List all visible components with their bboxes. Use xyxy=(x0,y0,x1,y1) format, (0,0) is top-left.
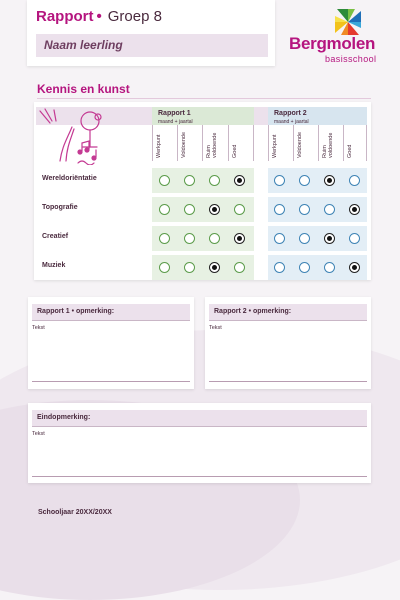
r1-radio-voldoende[interactable] xyxy=(184,262,195,273)
col-label: Goed xyxy=(232,144,238,158)
remark-line xyxy=(32,381,190,382)
final-remark-header xyxy=(32,410,367,426)
row-gap xyxy=(254,255,268,280)
remark-separator xyxy=(209,320,367,321)
final-remark-text[interactable]: Tekst xyxy=(32,431,45,437)
r1-radio-voldoende[interactable] xyxy=(184,204,195,215)
school-year-label: Schooljaar 20XX/20XX xyxy=(38,509,112,516)
remark-r2-text[interactable]: Tekst xyxy=(209,325,222,331)
r1-col-goed xyxy=(228,125,254,161)
r2-col-voldoende xyxy=(293,125,318,161)
r2-col-ruim-voldoende xyxy=(318,125,343,161)
r2-col-goed xyxy=(343,125,367,161)
remark-line xyxy=(32,476,367,477)
r2-radio-werkpunt[interactable] xyxy=(274,175,285,186)
col-label: Ruim voldoende xyxy=(206,132,218,158)
assessment-table xyxy=(34,102,371,280)
report1-header xyxy=(152,107,254,125)
r2-radio-werkpunt[interactable] xyxy=(274,262,285,273)
r1-radio-voldoende[interactable] xyxy=(184,233,195,244)
col-label: Voldoende xyxy=(297,132,303,158)
title-group: Groep 8 xyxy=(107,8,162,25)
col-label: Goed xyxy=(347,144,353,158)
col-label: Werkpunt xyxy=(156,134,162,158)
remark-line xyxy=(209,381,367,382)
school-logo xyxy=(289,6,377,68)
r2-radio-goed[interactable] xyxy=(349,262,360,273)
table-header-icon-area xyxy=(36,107,152,125)
remark-separator xyxy=(32,426,367,427)
remark-card-r2 xyxy=(205,297,371,389)
r1-radio-goed[interactable] xyxy=(234,175,245,186)
remark-card-r1 xyxy=(28,297,194,389)
report1-label: Rapport 1 xyxy=(158,110,191,117)
section-title: Kennis en kunst xyxy=(37,82,130,96)
r2-radio-ruim-voldoende[interactable] xyxy=(324,204,335,215)
row-gap xyxy=(254,168,268,193)
logo-name: Bergmolen xyxy=(289,34,376,53)
r2-radio-ruim-voldoende[interactable] xyxy=(324,175,335,186)
r2-radio-ruim-voldoende[interactable] xyxy=(324,262,335,273)
table-row xyxy=(36,226,367,251)
student-name-field[interactable] xyxy=(36,34,268,57)
remark-separator xyxy=(32,320,190,321)
r2-radio-voldoende[interactable] xyxy=(299,204,310,215)
final-remark-title: Eindopmerking: xyxy=(37,414,91,421)
row-gap xyxy=(254,197,268,222)
section-divider xyxy=(37,98,371,99)
final-remark-card xyxy=(28,403,371,483)
report2-header xyxy=(268,107,367,125)
r1-radio-werkpunt[interactable] xyxy=(159,262,170,273)
r1-radio-werkpunt[interactable] xyxy=(159,233,170,244)
r2-radio-werkpunt[interactable] xyxy=(274,204,285,215)
r2-radio-voldoende[interactable] xyxy=(299,233,310,244)
remark-r2-title: Rapport 2 • opmerking: xyxy=(214,308,292,315)
r2-radio-voldoende[interactable] xyxy=(299,175,310,186)
r1-col-ruim-voldoende xyxy=(202,125,228,161)
col-label: Voldoende xyxy=(181,132,187,158)
remark-r1-text[interactable]: Tekst xyxy=(32,325,45,331)
r2-radio-werkpunt[interactable] xyxy=(274,233,285,244)
r1-radio-werkpunt[interactable] xyxy=(159,175,170,186)
row-label: Wereldoriëntatie xyxy=(42,175,97,182)
r1-radio-werkpunt[interactable] xyxy=(159,204,170,215)
row-label: Creatief xyxy=(42,233,69,240)
r2-radio-goed[interactable] xyxy=(349,204,360,215)
remark-r2-header xyxy=(209,304,367,320)
r1-radio-ruim-voldoende[interactable] xyxy=(209,175,220,186)
col-label: Werkpunt xyxy=(272,134,278,158)
r1-radio-goed[interactable] xyxy=(234,233,245,244)
row-gap xyxy=(254,226,268,251)
title-rapport: Rapport xyxy=(36,8,94,25)
title-bullet: • xyxy=(96,8,102,25)
r1-radio-voldoende[interactable] xyxy=(184,175,195,186)
remark-r1-header xyxy=(32,304,190,320)
r2-radio-ruim-voldoende[interactable] xyxy=(324,233,335,244)
r1-col-werkpunt xyxy=(152,125,177,161)
r2-col-werkpunt xyxy=(268,125,293,161)
student-name-label: Naam leerling xyxy=(44,38,123,52)
page-title xyxy=(36,8,162,25)
r1-radio-ruim-voldoende[interactable] xyxy=(209,262,220,273)
r1-radio-goed[interactable] xyxy=(234,204,245,215)
r1-radio-ruim-voldoende[interactable] xyxy=(209,233,220,244)
row-label: Muziek xyxy=(42,262,66,269)
r1-col-voldoende xyxy=(177,125,202,161)
row-label: Topografie xyxy=(42,204,78,211)
r1-radio-ruim-voldoende[interactable] xyxy=(209,204,220,215)
r2-radio-goed[interactable] xyxy=(349,233,360,244)
col-label: Ruim voldoende xyxy=(322,132,334,158)
art-music-icon xyxy=(36,107,152,165)
header-card xyxy=(27,0,275,66)
report2-sub: maand + jaartal xyxy=(274,119,309,125)
r2-radio-goed[interactable] xyxy=(349,175,360,186)
remark-r1-title: Rapport 1 • opmerking: xyxy=(37,308,115,315)
r1-radio-goed[interactable] xyxy=(234,262,245,273)
table-row xyxy=(36,168,367,193)
report1-sub: maand + jaartal xyxy=(158,119,193,125)
r2-radio-voldoende[interactable] xyxy=(299,262,310,273)
table-row xyxy=(36,197,367,222)
table-row xyxy=(36,255,367,280)
logo-subtitle: basisschool xyxy=(325,54,377,64)
report2-label: Rapport 2 xyxy=(274,110,307,117)
header-gap xyxy=(254,107,268,125)
